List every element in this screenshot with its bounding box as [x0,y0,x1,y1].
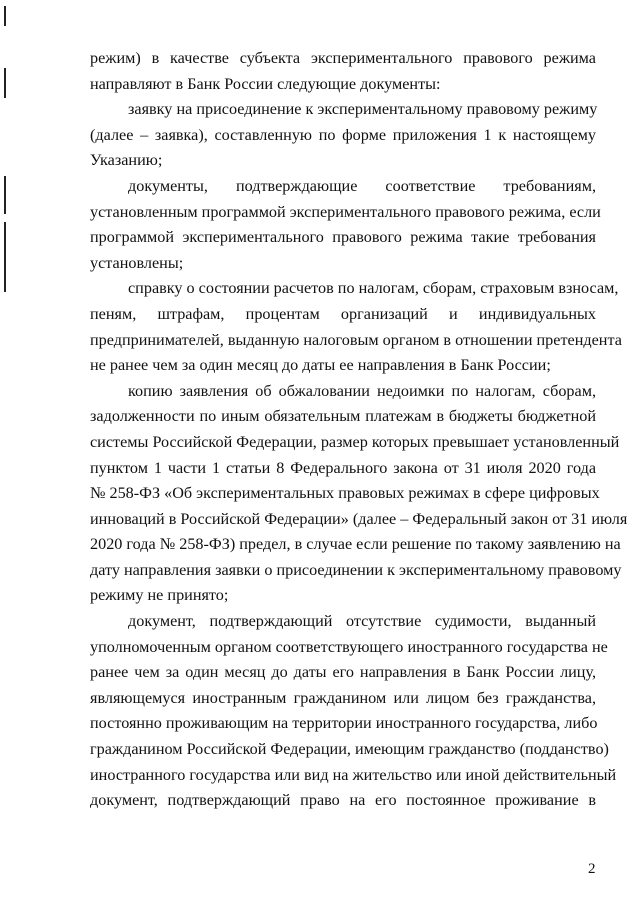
text-line: установленным программой экспериментального правового режима, если [90,202,601,221]
paragraph [90,174,601,276]
text-line: гражданином Российской Федерации, имеющим гражданство (подданство) [90,740,609,759]
text-line: пеням, штрафам, процентам организаций и индивидуальных [90,304,596,323]
scan-margin-mark [4,6,6,26]
text-line: режим) в качестве субъекта экспериментального правового режима [90,49,596,67]
paragraph [90,46,596,97]
text-line: справку о состоянии расчетов по налогам, сборам, страховым взносам, [128,279,619,298]
paragraph [90,97,596,174]
text-line: установлены; [90,253,184,272]
paragraph [90,379,628,609]
text-line: 2020 года № 258-ФЗ) предел, в случае если решение по такому заявлению на [90,535,621,554]
document-body [90,46,628,814]
scan-margin-mark [4,68,6,98]
paragraph [90,276,622,378]
text-line: иностранного государства или вид на жительство или иной действительный [90,765,617,784]
text-line: документ, подтверждающий право на его постоянное проживание в [90,791,596,810]
text-line: заявку на присоединение к экспериментальному правовому режиму [128,100,598,119]
text-line: инноваций в Российской Федерации» (далее – Федеральный закон от 31 июля [90,509,628,528]
text-line: не ранее чем за один месяц до даты ее направления в Банк России; [90,356,551,375]
scan-margin-mark [4,222,6,292]
text-line: пунктом 1 части 1 статьи 8 Федерального закона от 31 июля 2020 года [90,458,596,477]
scan-margin-mark [4,176,6,214]
text-line: являющемуся иностранным гражданином или лицом без гражданства, [90,688,596,707]
text-line: уполномоченным органом соответствующего иностранного государства не [90,637,608,656]
text-line: копию заявления об обжаловании недоимки по налогам, сборам, [128,381,596,400]
text-line: ранее чем за один месяц до даты его направления в Банк России лицу, [90,663,596,682]
page-number: 2 [588,861,596,877]
text-line: режиму не принято; [90,586,229,605]
text-line: предпринимателей, выданную налоговым органом в отношении претендента [90,330,622,349]
text-line: задолженности по иным обязательным платежам в бюджеты бюджетной [90,407,596,426]
text-line: документ, подтверждающий отсутствие судимости, выданный [128,612,596,631]
text-line: Указанию; [90,151,163,170]
text-line: постоянно проживающим на территории иностранного государства, либо [90,714,598,733]
text-line: (далее – заявка), составленную по форме приложения 1 к настоящему [90,125,596,144]
text-line: документы, подтверждающие соответствие требованиям, [128,176,596,195]
text-line: направляют в Банк России следующие документы: [90,74,441,93]
text-line: № 258-ФЗ «Об экспериментальных правовых режимах в сфере цифровых [90,484,600,503]
text-line: системы Российской Федерации, размер которых превышает установленный [90,432,620,451]
text-line: дату направления заявки о присоединении к экспериментальному правовому [90,560,622,579]
text-line: программой экспериментального правового режима такие требования [90,228,596,247]
paragraph [90,609,617,814]
